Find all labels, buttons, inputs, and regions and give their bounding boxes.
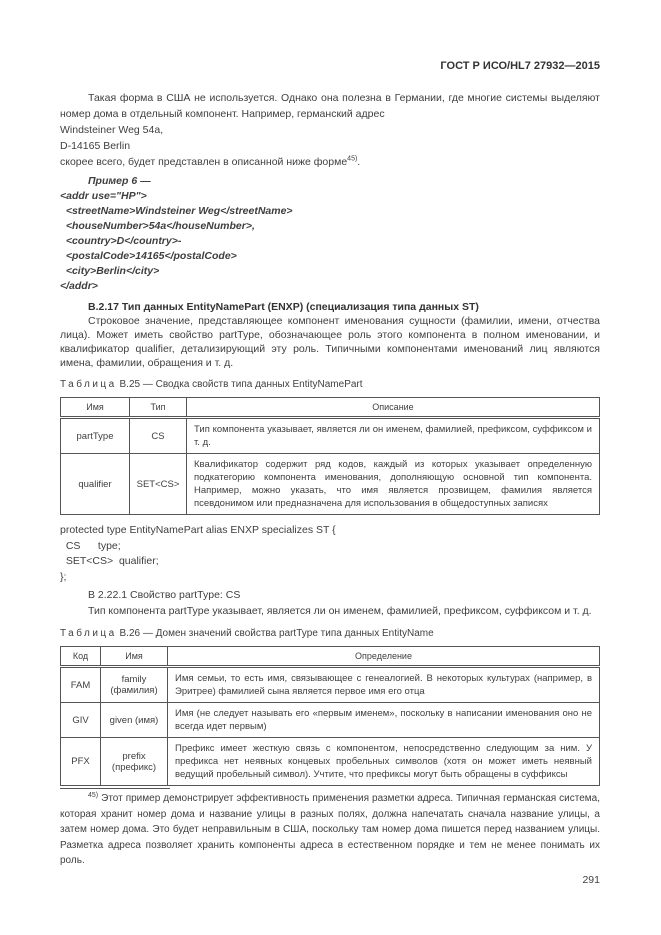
table-b25-caption-word: Таблица [60, 379, 117, 390]
xml-code-line: <houseNumber>54a</houseNumber>, [60, 220, 255, 232]
xml-code-block [60, 189, 600, 294]
cell-def: Имя (не следует называть его «первым именем», поскольку в написании именования оно не всегда идет первым) [168, 703, 600, 738]
cell-name: given (имя) [101, 703, 168, 738]
code-line: SET<CS> qualifier; [60, 555, 159, 567]
table-row [61, 418, 600, 454]
code-line: CS type; [60, 539, 121, 552]
cell-def: Имя семьи, то есть имя, связывающее с генеалогией. В некоторых культурах (например, в Эритрее) фамилией сына является первое имя его отца [168, 667, 600, 703]
cell-name: qualifier [61, 454, 130, 515]
footnote-reference: 45) [347, 155, 358, 163]
table-row [61, 703, 600, 738]
cell-def: Префикс имеет жесткую связь с компонентом, непосредственно следующим за ним. У префикса нет неявных концевых пробельных символов (хотя он может иметь неявный ведущий пробельный символ). Учтите, что префиксы могут быть обращены в суффиксы [168, 738, 600, 786]
cell-type: SET<CS> [130, 454, 187, 515]
cell-name: family (фамилия) [101, 667, 168, 703]
intro-paragraph-2-end: . [357, 156, 361, 168]
xml-code-line: <postalCode>14165</postalCode> [60, 250, 237, 262]
table-b25 [60, 397, 600, 515]
table-b26-header-name: Имя [101, 647, 168, 667]
table-b26-caption-word: Таблица [60, 628, 117, 639]
cell-desc: Квалификатор содержит ряд кодов, каждый из которых указывает определенную подкатегорию компонента именования, дополняющую основной тип компонента. Например, можно указать, что имя является прозвищем, фамилия является псевдонимом или предназначена для использования в общедоступных записях [187, 454, 600, 515]
xml-code-line: <city>Berlin</city> [60, 265, 160, 277]
table-b25-caption-rest: В.25 — Сводка свойств типа данных EntityNamePart [119, 379, 363, 390]
intro-paragraph-2 [60, 154, 600, 170]
code-line: }; [60, 570, 67, 583]
footnote-marker: 45) [88, 791, 99, 799]
xml-code-line: <streetName>Windsteiner Weg</streetName> [60, 205, 293, 217]
table-b26-caption [60, 627, 600, 641]
cell-name: prefix (префикс) [101, 738, 168, 786]
table-b25-header-type: Тип [130, 398, 187, 418]
xml-code-line: </addr> [60, 280, 98, 292]
example-title: Пример 6 — [88, 175, 151, 187]
footnote-separator [60, 788, 170, 789]
footnote-body: Этот пример демонстрирует эффективность применения разметки адреса. Типичная германская система, которая хранит номер дома и название улицы в разных полях, должна напечатать сначала название улицы, а затем номер дома. Это будет неправильным в США, поскольку там номер дома пишется перед названием улицы. Разметка адреса позволяет хранить компоненты адреса в естественном порядке и тем не менее понимать их роль. [60, 793, 600, 866]
cell-code: FAM [61, 667, 101, 703]
table-b25-header-row [61, 398, 600, 418]
table-b26-header-row [61, 647, 600, 667]
cell-name: partType [61, 418, 130, 454]
document-header: ГОСТ Р ИСО/HL7 27932—2015 [440, 60, 600, 72]
table-b25-header-name: Имя [61, 398, 130, 418]
table-row [61, 738, 600, 786]
table-b26-caption-rest: В.26 — Домен значений свойства partType типа данных EntityName [119, 628, 434, 639]
code-line: protected type EntityNamePart alias ENXP specializes ST { [60, 524, 336, 536]
xml-code-line: <addr use="HP"> [60, 190, 147, 202]
table-b25-caption [60, 378, 600, 392]
xml-code-line: <country>D</country>- [60, 235, 182, 247]
address-line-2: D-14165 Berlin [60, 140, 131, 152]
address-line-1: Windsteiner Weg 54a, [60, 124, 164, 136]
cell-code: GIV [61, 703, 101, 738]
subsection-heading-b2221: В 2.22.1 Свойство partType: CS [88, 589, 241, 601]
cell-type: CS [130, 418, 187, 454]
table-b26-header-code: Код [61, 647, 101, 667]
table-b25-header-desc: Описание [187, 398, 600, 418]
cell-code: PFX [61, 738, 101, 786]
intro-paragraph-2-text: скорее всего, будет представлен в описанной ниже форме [60, 156, 348, 168]
footnote-text [60, 791, 600, 869]
type-definition-code-block [60, 523, 600, 585]
section-body-b217: Строковое значение, представляющее компонент именования сущности (фамилии, имени, отчества лица). Может иметь свойство partType, обозначающее роль этого компонента в полном именовании, и квалификатор qualifier, детализирующий эту роль. Типичными компонентами именований лиц являются имена, фамилии, обращения и т. д. [60, 315, 600, 369]
table-b26-header-def: Определение [168, 647, 600, 667]
page-footer [60, 788, 600, 886]
cell-desc: Тип компонента указывает, является ли он именем, фамилией, префиксом, суффиксом и т. д. [187, 418, 600, 454]
table-row [61, 667, 600, 703]
table-row [61, 454, 600, 515]
table-b26 [60, 646, 600, 786]
section-heading-b217: В.2.17 Тип данных EntityNamePart (ENXP) (специализация типа данных ST) [88, 301, 479, 313]
subsection-body-b2221: Тип компонента partType указывает, является ли он именем, фамилией, префиксом, суффиксом и т. д. [88, 605, 592, 617]
page-number: 291 [582, 873, 600, 886]
intro-paragraph: Такая форма в США не используется. Однако она полезна в Германии, где многие системы выделяют номер дома в отдельный компонент. Например, германский адрес [60, 92, 600, 120]
